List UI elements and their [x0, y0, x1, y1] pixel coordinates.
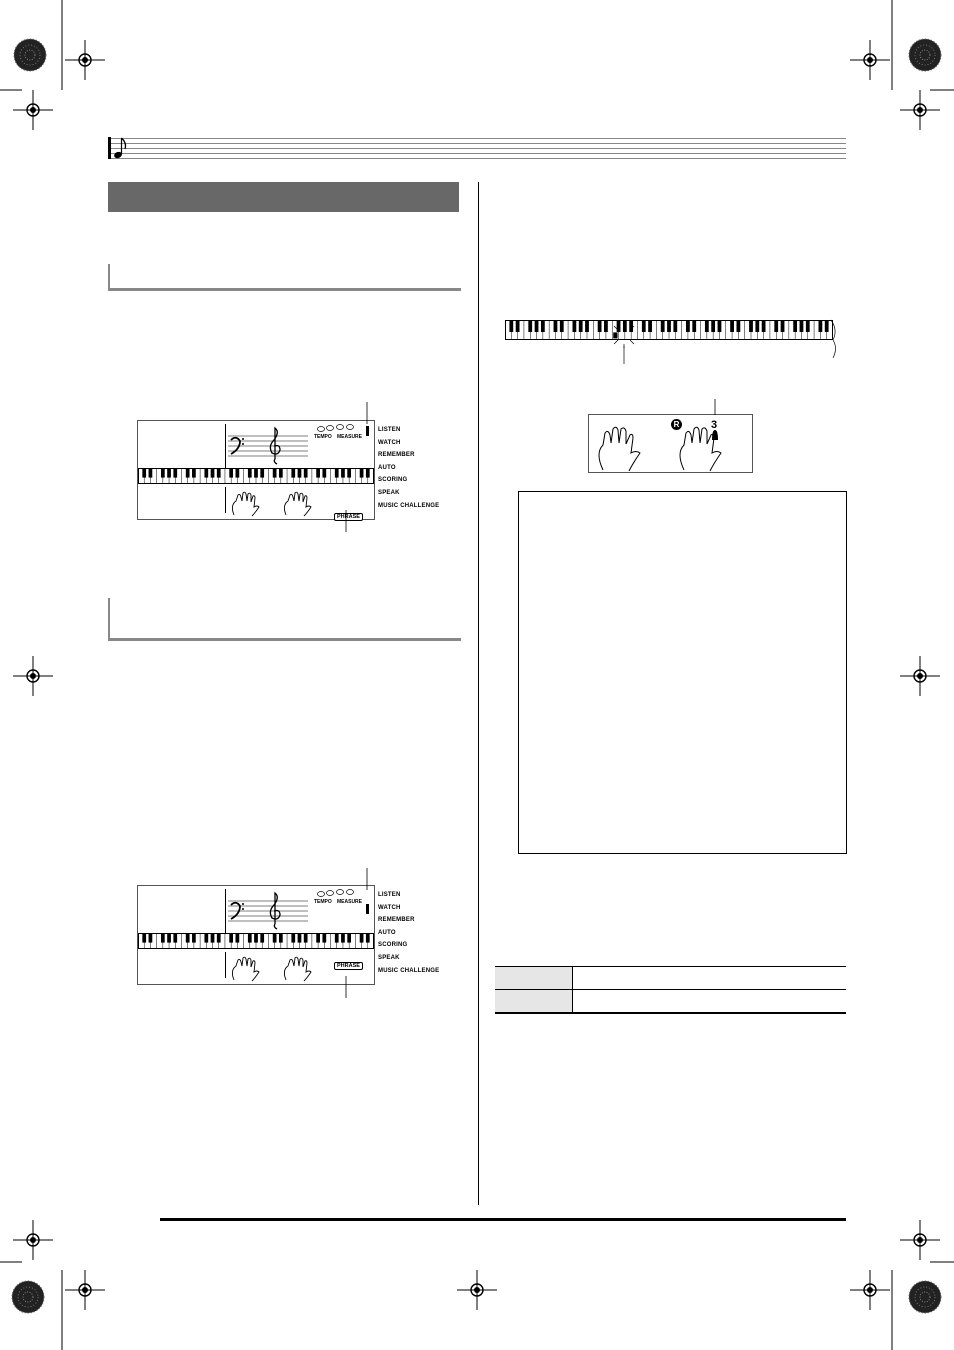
mode-auto: AUTO [378, 464, 396, 471]
finger-display [588, 414, 753, 473]
keyboard-icon [138, 467, 374, 485]
right-hand-marker: R [671, 419, 682, 430]
mode-listen: LISTEN [378, 427, 401, 433]
measure-label: MEASURE [337, 434, 363, 440]
keyboard-icon [505, 318, 840, 366]
mode-list-1 [378, 424, 439, 512]
mode-remember: REMEMBER [378, 917, 415, 924]
spec-table [495, 966, 846, 1014]
mode-music-challenge: MUSIC CHALLENGE [378, 502, 440, 509]
mode-auto: AUTO [378, 929, 396, 936]
callout-lines-1 [340, 400, 380, 540]
mode-scoring: SCORING [378, 942, 408, 949]
tempo-label: TEMPO [314, 899, 332, 905]
mode-watch: WATCH [378, 439, 401, 446]
note-box [518, 491, 847, 854]
phrase-badge: PHRASE [334, 513, 363, 521]
mode-list-2 [378, 889, 439, 977]
subheading-1 [108, 264, 461, 291]
mode-speak: SPEAK [378, 489, 400, 496]
music-staff [228, 426, 318, 466]
mode-scoring: SCORING [378, 477, 408, 484]
hand-icon [230, 491, 340, 517]
hand-icon [230, 956, 340, 982]
measure-label: MEASURE [337, 899, 363, 905]
registration-target-icon [65, 40, 105, 80]
callout-line [700, 398, 730, 418]
mode-speak: SPEAK [378, 954, 400, 961]
mode-watch: WATCH [378, 904, 401, 911]
mode-listen: LISTEN [378, 892, 401, 898]
eighth-note-icon [113, 136, 129, 160]
section-title-bar [108, 182, 459, 212]
music-staff [228, 891, 318, 931]
table-row [495, 967, 846, 990]
mode-music-challenge: MUSIC CHALLENGE [378, 967, 440, 974]
table-row [495, 990, 846, 1014]
callout-lines-2 [340, 866, 380, 1006]
column-divider [478, 182, 479, 1205]
subheading-2 [108, 598, 461, 641]
color-bar-icon [14, 39, 46, 71]
mode-remember: REMEMBER [378, 452, 415, 459]
registration-target-icon [13, 90, 53, 130]
footer-rule [160, 1218, 846, 1221]
finger-number: 3 [711, 419, 718, 431]
tempo-label: TEMPO [314, 434, 332, 440]
phrase-badge: PHRASE [334, 962, 363, 970]
keyboard-icon [138, 932, 374, 950]
